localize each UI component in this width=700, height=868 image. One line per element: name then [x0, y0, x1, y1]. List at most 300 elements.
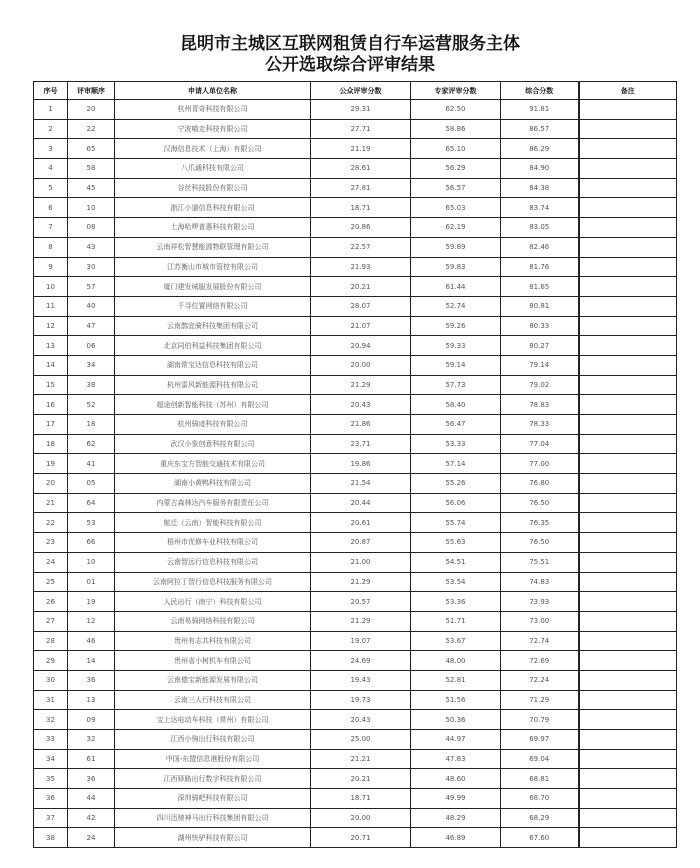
cell-remarks [579, 218, 677, 238]
cell-expert-score: 48.60 [411, 769, 501, 789]
cell-remarks [579, 710, 677, 730]
cell-review-order: 34 [68, 355, 115, 375]
cell-remarks [579, 454, 677, 474]
cell-review-order: 61 [68, 749, 115, 769]
cell-public-score: 20.61 [311, 513, 411, 533]
cell-remarks [579, 828, 677, 848]
cell-index: 35 [34, 769, 68, 789]
cell-applicant: 云南三人行科技有限公司 [115, 690, 311, 710]
cell-expert-score: 46.89 [411, 828, 501, 848]
table-row [34, 730, 677, 750]
table-row [34, 710, 677, 730]
cell-remarks [579, 552, 677, 572]
cell-remarks [579, 513, 677, 533]
cell-index: 22 [34, 513, 68, 533]
cell-remarks [579, 769, 677, 789]
cell-applicant: 云南智远行信息科技有限公司 [115, 552, 311, 572]
cell-index: 15 [34, 375, 68, 395]
cell-public-score: 21.21 [311, 749, 411, 769]
cell-public-score: 19.73 [311, 690, 411, 710]
cell-index: 11 [34, 296, 68, 316]
cell-index: 6 [34, 198, 68, 218]
cell-review-order: 13 [68, 690, 115, 710]
cell-public-score: 18.71 [311, 198, 411, 218]
table-row [34, 296, 677, 316]
cell-applicant: 北京同伯利益科技集团有限公司 [115, 336, 311, 356]
cell-review-order: 32 [68, 730, 115, 750]
cell-index: 31 [34, 690, 68, 710]
cell-applicant: 云南易骑网络科技有限公司 [115, 611, 311, 631]
cell-public-score: 21.07 [311, 316, 411, 336]
cell-public-score: 20.44 [311, 493, 411, 513]
cell-applicant: 云南祥松智慧能源物联管理有限公司 [115, 237, 311, 257]
cell-applicant: 中国-东盟信息港股份有限公司 [115, 749, 311, 769]
cell-total-score: 73.93 [501, 592, 579, 612]
cell-review-order: 24 [68, 828, 115, 848]
cell-remarks [579, 808, 677, 828]
cell-total-score: 69.04 [501, 749, 579, 769]
cell-index: 19 [34, 454, 68, 474]
cell-index: 27 [34, 611, 68, 631]
table-row [34, 395, 677, 415]
cell-remarks [579, 572, 677, 592]
cell-applicant: 厦门建发城服发展股份有限公司 [115, 277, 311, 297]
cell-index: 10 [34, 277, 68, 297]
cell-applicant: 深圳骑吧科技有限公司 [115, 789, 311, 809]
cell-remarks [579, 198, 677, 218]
table-row [34, 828, 677, 848]
cell-total-score: 68.70 [501, 789, 579, 809]
cell-public-score: 20.21 [311, 769, 411, 789]
cell-total-score: 68.29 [501, 808, 579, 828]
cell-expert-score: 65.10 [411, 139, 501, 159]
cell-index: 3 [34, 139, 68, 159]
cell-applicant: 谷丝科技股份有限公司 [115, 178, 311, 198]
cell-applicant: 宁波喵走科技有限公司 [115, 119, 311, 139]
cell-applicant: 航迁（云南）智能科技有限公司 [115, 513, 311, 533]
cell-total-score: 77.04 [501, 434, 579, 454]
cell-public-score: 20.21 [311, 277, 411, 297]
cell-total-score: 79.02 [501, 375, 579, 395]
cell-index: 30 [34, 670, 68, 690]
cell-public-score: 21.86 [311, 415, 411, 435]
cell-total-score: 78.83 [501, 395, 579, 415]
cell-expert-score: 61.44 [411, 277, 501, 297]
cell-review-order: 38 [68, 375, 115, 395]
cell-index: 26 [34, 592, 68, 612]
table-row [34, 100, 677, 120]
cell-total-score: 83.74 [501, 198, 579, 218]
table-row [34, 434, 677, 454]
cell-total-score: 69.97 [501, 730, 579, 750]
cell-public-score: 24.69 [311, 651, 411, 671]
table-row [34, 533, 677, 553]
cell-remarks [579, 159, 677, 179]
cell-remarks [579, 730, 677, 750]
cell-review-order: 20 [68, 100, 115, 120]
cell-applicant: 江西小驹出行科技有限公司 [115, 730, 311, 750]
table-header-row [34, 82, 677, 100]
cell-expert-score: 57.73 [411, 375, 501, 395]
cell-public-score: 20.86 [311, 218, 411, 238]
cell-expert-score: 49.99 [411, 789, 501, 809]
table-row [34, 119, 677, 139]
table-row [34, 257, 677, 277]
cell-applicant: 汉海信息技术（上海）有限公司 [115, 139, 311, 159]
cell-index: 17 [34, 415, 68, 435]
table-row [34, 218, 677, 238]
cell-review-order: 46 [68, 631, 115, 651]
table-row [34, 552, 677, 572]
cell-total-score: 86.29 [501, 139, 579, 159]
cell-applicant: 湖南常宝达信息科技有限公司 [115, 355, 311, 375]
cell-remarks [579, 119, 677, 139]
cell-review-order: 42 [68, 808, 115, 828]
cell-remarks [579, 257, 677, 277]
cell-remarks [579, 296, 677, 316]
table-row [34, 178, 677, 198]
table-row [34, 198, 677, 218]
table-row [34, 237, 677, 257]
cell-expert-score: 44.97 [411, 730, 501, 750]
table-row [34, 375, 677, 395]
cell-applicant: 梧州市优修车业科技有限公司 [115, 533, 311, 553]
cell-review-order: 08 [68, 218, 115, 238]
cell-public-score: 21.29 [311, 375, 411, 395]
cell-expert-score: 53.54 [411, 572, 501, 592]
cell-total-score: 73.00 [501, 611, 579, 631]
cell-index: 38 [34, 828, 68, 848]
cell-expert-score: 52.81 [411, 670, 501, 690]
cell-remarks [579, 100, 677, 120]
cell-public-score: 19.43 [311, 670, 411, 690]
table-row [34, 631, 677, 651]
cell-index: 18 [34, 434, 68, 454]
cell-expert-score: 55.26 [411, 474, 501, 494]
table-row [34, 336, 677, 356]
cell-index: 13 [34, 336, 68, 356]
cell-public-score: 20.43 [311, 710, 411, 730]
cell-review-order: 40 [68, 296, 115, 316]
cell-review-order: 36 [68, 769, 115, 789]
table-row [34, 513, 677, 533]
cell-public-score: 20.00 [311, 355, 411, 375]
cell-index: 33 [34, 730, 68, 750]
cell-total-score: 83.05 [501, 218, 579, 238]
cell-public-score: 28.07 [311, 296, 411, 316]
cell-review-order: 45 [68, 178, 115, 198]
cell-review-order: 14 [68, 651, 115, 671]
cell-review-order: 19 [68, 592, 115, 612]
cell-remarks [579, 237, 677, 257]
table-row [34, 139, 677, 159]
cell-expert-score: 48.00 [411, 651, 501, 671]
cell-remarks [579, 611, 677, 631]
cell-review-order: 47 [68, 316, 115, 336]
cell-expert-score: 59.26 [411, 316, 501, 336]
cell-public-score: 19.07 [311, 631, 411, 651]
results-table [33, 81, 677, 848]
cell-remarks [579, 178, 677, 198]
cell-expert-score: 57.14 [411, 454, 501, 474]
cell-expert-score: 59.83 [411, 257, 501, 277]
cell-total-score: 78.33 [501, 415, 579, 435]
cell-total-score: 67.60 [501, 828, 579, 848]
cell-public-score: 21.00 [311, 552, 411, 572]
cell-total-score: 72.74 [501, 631, 579, 651]
cell-review-order: 53 [68, 513, 115, 533]
cell-review-order: 10 [68, 198, 115, 218]
cell-remarks [579, 631, 677, 651]
cell-index: 9 [34, 257, 68, 277]
document-title-line1: 昆明市主城区互联网租赁自行车运营服务主体 [180, 34, 520, 54]
cell-review-order: 62 [68, 434, 115, 454]
cell-index: 20 [34, 474, 68, 494]
cell-total-score: 80.33 [501, 316, 579, 336]
cell-applicant: 上海哈啰普惠科技有限公司 [115, 218, 311, 238]
header-total-score: 综合分数 [501, 82, 579, 100]
cell-expert-score: 47.83 [411, 749, 501, 769]
cell-index: 32 [34, 710, 68, 730]
cell-expert-score: 52.74 [411, 296, 501, 316]
cell-total-score: 84.38 [501, 178, 579, 198]
table-row [34, 690, 677, 710]
cell-public-score: 21.19 [311, 139, 411, 159]
cell-total-score: 70.79 [501, 710, 579, 730]
cell-review-order: 66 [68, 533, 115, 553]
cell-expert-score: 59.89 [411, 237, 501, 257]
cell-expert-score: 51.56 [411, 690, 501, 710]
cell-public-score: 21.93 [311, 257, 411, 277]
cell-index: 25 [34, 572, 68, 592]
table-row [34, 808, 677, 828]
cell-review-order: 01 [68, 572, 115, 592]
cell-total-score: 71.29 [501, 690, 579, 710]
cell-expert-score: 59.33 [411, 336, 501, 356]
cell-remarks [579, 789, 677, 809]
table-row [34, 355, 677, 375]
table-row [34, 592, 677, 612]
cell-review-order: 22 [68, 119, 115, 139]
cell-public-score: 27.71 [311, 119, 411, 139]
cell-total-score: 72.24 [501, 670, 579, 690]
cell-review-order: 64 [68, 493, 115, 513]
document-title-line2: 公开选取综合评审结果 [265, 55, 435, 75]
cell-total-score: 80.27 [501, 336, 579, 356]
cell-applicant: 云南鹊宜骑科技集团有限公司 [115, 316, 311, 336]
cell-remarks [579, 493, 677, 513]
cell-public-score: 18.71 [311, 789, 411, 809]
cell-review-order: 09 [68, 710, 115, 730]
cell-review-order: 05 [68, 474, 115, 494]
cell-expert-score: 56.47 [411, 415, 501, 435]
cell-total-score: 74.83 [501, 572, 579, 592]
cell-remarks [579, 670, 677, 690]
cell-review-order: 52 [68, 395, 115, 415]
cell-index: 23 [34, 533, 68, 553]
cell-remarks [579, 434, 677, 454]
cell-total-score: 86.57 [501, 119, 579, 139]
cell-review-order: 65 [68, 139, 115, 159]
cell-applicant: 云南德宝新能源发展有限公司 [115, 670, 311, 690]
table-row [34, 277, 677, 297]
cell-applicant: 江苏衡山市城市管控有限公司 [115, 257, 311, 277]
cell-applicant: 武汉小象创意科技有限公司 [115, 434, 311, 454]
cell-remarks [579, 592, 677, 612]
cell-applicant: 杭州骑迹科技有限公司 [115, 415, 311, 435]
cell-total-score: 82.46 [501, 237, 579, 257]
cell-review-order: 57 [68, 277, 115, 297]
cell-public-score: 23.71 [311, 434, 411, 454]
cell-applicant: 贵州有志共科技有限公司 [115, 631, 311, 651]
cell-expert-score: 53.67 [411, 631, 501, 651]
cell-expert-score: 58.86 [411, 119, 501, 139]
cell-applicant: 内蒙古森林达汽车服务有限责任公司 [115, 493, 311, 513]
cell-public-score: 21.29 [311, 572, 411, 592]
cell-index: 4 [34, 159, 68, 179]
cell-public-score: 20.71 [311, 828, 411, 848]
cell-review-order: 06 [68, 336, 115, 356]
table-row [34, 415, 677, 435]
cell-expert-score: 53.33 [411, 434, 501, 454]
cell-public-score: 27.81 [311, 178, 411, 198]
cell-total-score: 77.00 [501, 454, 579, 474]
cell-expert-score: 62.50 [411, 100, 501, 120]
cell-index: 12 [34, 316, 68, 336]
cell-expert-score: 59.14 [411, 355, 501, 375]
cell-applicant: 湖南小黄鸭科技有限公司 [115, 474, 311, 494]
table-row [34, 749, 677, 769]
header-applicant: 申请人单位名称 [115, 82, 311, 100]
table-row [34, 454, 677, 474]
cell-index: 34 [34, 749, 68, 769]
cell-review-order: 12 [68, 611, 115, 631]
cell-remarks [579, 474, 677, 494]
cell-total-score: 80.81 [501, 296, 579, 316]
cell-index: 29 [34, 651, 68, 671]
cell-remarks [579, 415, 677, 435]
cell-review-order: 18 [68, 415, 115, 435]
cell-public-score: 20.94 [311, 336, 411, 356]
cell-applicant: 云南阿拉丁智行信息科技服务有限公司 [115, 572, 311, 592]
cell-review-order: 30 [68, 257, 115, 277]
header-review-order: 评审顺序 [68, 82, 115, 100]
cell-remarks [579, 533, 677, 553]
cell-review-order: 36 [68, 670, 115, 690]
cell-total-score: 79.14 [501, 355, 579, 375]
cell-review-order: 44 [68, 789, 115, 809]
cell-total-score: 68.81 [501, 769, 579, 789]
cell-remarks [579, 139, 677, 159]
cell-remarks [579, 690, 677, 710]
cell-public-score: 20.00 [311, 808, 411, 828]
table-row [34, 159, 677, 179]
cell-applicant: 四川迅驰神马出行科技集团有限公司 [115, 808, 311, 828]
cell-total-score: 76.35 [501, 513, 579, 533]
cell-applicant: 湖州快驴科技有限公司 [115, 828, 311, 848]
cell-applicant: 杭州青奇科技有限公司 [115, 100, 311, 120]
cell-public-score: 25.00 [311, 730, 411, 750]
table-row [34, 670, 677, 690]
table-row [34, 316, 677, 336]
cell-public-score: 21.29 [311, 611, 411, 631]
header-index: 序号 [34, 82, 68, 100]
table-row [34, 572, 677, 592]
cell-applicant: 宝上达电动车科技（常州）有限公司 [115, 710, 311, 730]
cell-public-score: 29.31 [311, 100, 411, 120]
cell-applicant: 人民出行（南宁）科技有限公司 [115, 592, 311, 612]
cell-review-order: 41 [68, 454, 115, 474]
cell-expert-score: 50.36 [411, 710, 501, 730]
cell-expert-score: 56.06 [411, 493, 501, 513]
cell-total-score: 91.81 [501, 100, 579, 120]
cell-index: 8 [34, 237, 68, 257]
cell-applicant: 超途创新智能科技（苏州）有限公司 [115, 395, 311, 415]
cell-remarks [579, 749, 677, 769]
cell-expert-score: 53.36 [411, 592, 501, 612]
cell-expert-score: 58.40 [411, 395, 501, 415]
header-expert-score: 专家评审分数 [411, 82, 501, 100]
cell-index: 37 [34, 808, 68, 828]
cell-review-order: 58 [68, 159, 115, 179]
cell-total-score: 76.50 [501, 493, 579, 513]
cell-expert-score: 56.57 [411, 178, 501, 198]
cell-total-score: 76.80 [501, 474, 579, 494]
cell-expert-score: 56.29 [411, 159, 501, 179]
cell-public-score: 20.57 [311, 592, 411, 612]
table-row [34, 769, 677, 789]
cell-index: 14 [34, 355, 68, 375]
cell-review-order: 43 [68, 237, 115, 257]
cell-applicant: 江西驿路出行数字科技有限公司 [115, 769, 311, 789]
cell-index: 28 [34, 631, 68, 651]
cell-applicant: 重庆东宝方智能交通技术有限公司 [115, 454, 311, 474]
cell-index: 16 [34, 395, 68, 415]
cell-total-score: 75.51 [501, 552, 579, 572]
cell-total-score: 72.69 [501, 651, 579, 671]
table-row [34, 493, 677, 513]
cell-expert-score: 62.19 [411, 218, 501, 238]
cell-expert-score: 48.29 [411, 808, 501, 828]
cell-expert-score: 54.51 [411, 552, 501, 572]
cell-applicant: 杭州雷风新能源科技有限公司 [115, 375, 311, 395]
cell-public-score: 20.87 [311, 533, 411, 553]
cell-expert-score: 65.03 [411, 198, 501, 218]
cell-index: 24 [34, 552, 68, 572]
table-row [34, 789, 677, 809]
cell-expert-score: 55.74 [411, 513, 501, 533]
cell-remarks [579, 651, 677, 671]
cell-index: 36 [34, 789, 68, 809]
cell-review-order: 10 [68, 552, 115, 572]
header-public-score: 公众评审分数 [311, 82, 411, 100]
cell-applicant: 千寻位置网络有限公司 [115, 296, 311, 316]
cell-total-score: 84.90 [501, 159, 579, 179]
cell-applicant: 贵州省小树机车有限公司 [115, 651, 311, 671]
header-remarks: 备注 [579, 82, 677, 100]
cell-remarks [579, 336, 677, 356]
cell-remarks [579, 277, 677, 297]
cell-remarks [579, 355, 677, 375]
cell-remarks [579, 316, 677, 336]
cell-expert-score: 55.63 [411, 533, 501, 553]
cell-public-score: 19.86 [311, 454, 411, 474]
cell-index: 21 [34, 493, 68, 513]
cell-total-score: 81.65 [501, 277, 579, 297]
cell-public-score: 21.54 [311, 474, 411, 494]
table-row [34, 474, 677, 494]
cell-index: 2 [34, 119, 68, 139]
